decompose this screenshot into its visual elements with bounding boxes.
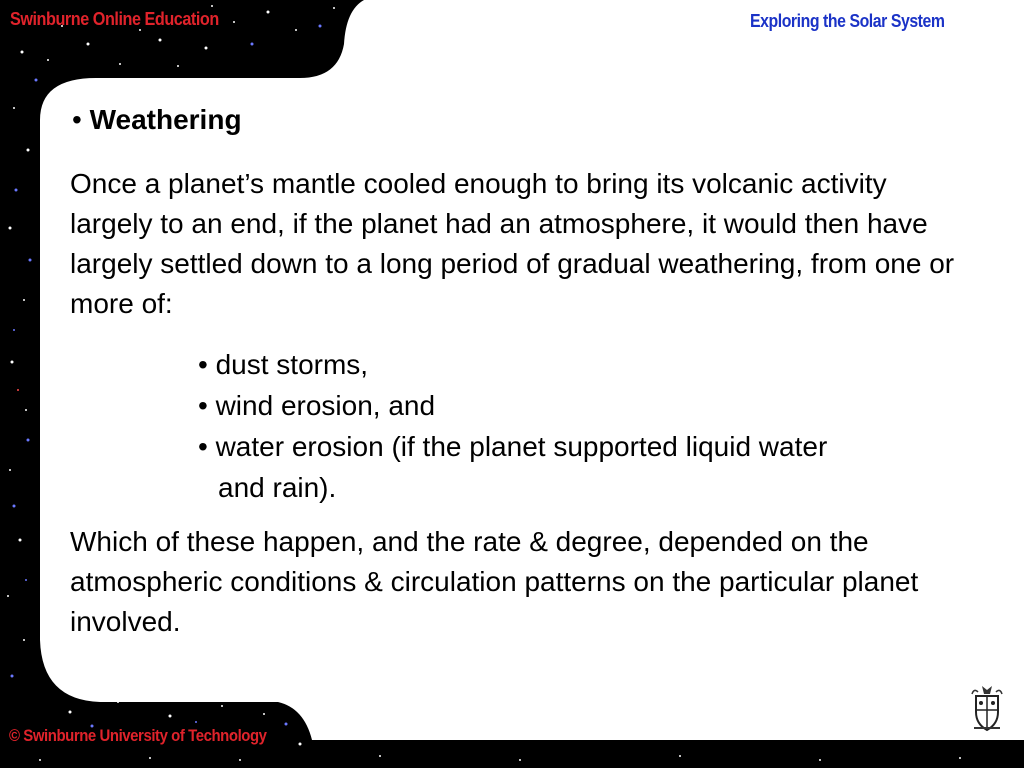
section-heading	[72, 100, 242, 140]
intro-paragraph: Once a planet’s mantle cooled enough to bring its volcanic activity largely to an end, if the planet had an atmosphere, it would then have largely settled down to a long period of gradual weathering, from one or more of:	[70, 168, 955, 319]
heading-text: Weathering	[89, 104, 242, 135]
weathering-list	[198, 344, 827, 508]
footer-copyright: © Swinburne University of Technology	[9, 726, 267, 745]
university-crest-icon	[970, 684, 1004, 734]
list-item: • water erosion (if the planet supported liquid water	[198, 431, 828, 462]
closing-paragraph: Which of these happen, and the rate & degree, depended on the atmospheric conditions & circulation patterns on the particular planet involved.	[70, 526, 919, 637]
heading-bullet: •	[72, 104, 82, 135]
header-left-title: Swinburne Online Education	[10, 9, 219, 29]
list-item: • wind erosion, and	[198, 390, 436, 421]
list-item-continuation: and rain).	[218, 472, 337, 503]
list-item: • dust storms,	[198, 349, 369, 380]
header-right-title: Exploring the Solar System	[750, 11, 945, 31]
